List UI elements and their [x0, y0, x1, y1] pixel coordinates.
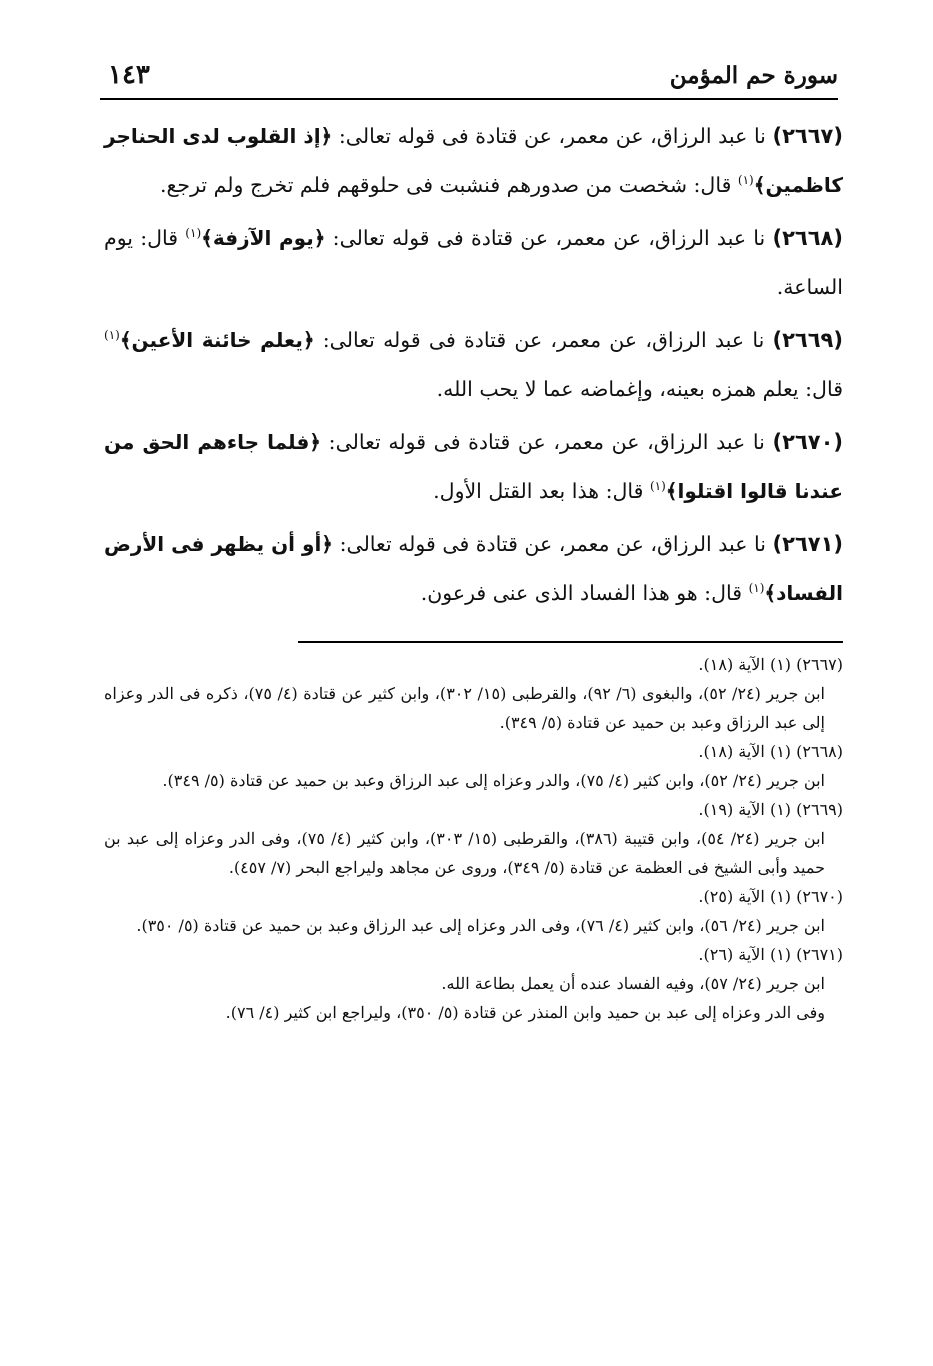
footnote-marker: (١) [649, 479, 666, 494]
footnote-text: ابن جرير (٢٤/ ٥٧)، وفيه الفساد عنده أن يعمل بطاعة الله. [441, 974, 825, 993]
footnote-text: ابن جرير (٢٤/ ٥٢)، والبغوى (٦/ ٩٢)، والقرطبى (١٥/ ٣٠٢)، وابن كثير عن قتادة (٤/ ٧٥)، ذكره فى الدر وعزاه إلى عبد الرزاق وعبد بن حميد عن قتادة (٥/ ٣٤٩). [104, 684, 825, 732]
page-header [100, 58, 838, 100]
entry-chain: نا عبد الرزاق، عن معمر، عن قتادة فى قوله تعالى: [333, 532, 773, 556]
entry-2668 [104, 214, 843, 312]
entry-2667 [104, 112, 843, 210]
entry-chain: نا عبد الرزاق، عن معمر، عن قتادة فى قوله تعالى: [325, 226, 773, 250]
footnote-head: (٢٦٦٩) (١) الآية (١٩). [698, 800, 843, 819]
footnote-body [104, 969, 843, 1027]
entry-verse: ﴿إذ القلوب لدى الحناجر كاظمين﴾ [104, 124, 843, 197]
entry-verse: ﴿فلما جاءهم الحق من عندنا قالوا اقتلوا﴾ [104, 430, 843, 503]
footnote-divider [298, 641, 843, 643]
entry-chain: نا عبد الرزاق، عن معمر، عن قتادة فى قوله تعالى: [314, 328, 773, 352]
entry-verse: ﴿أو أن يظهر فى الأرض الفساد﴾ [104, 532, 843, 605]
footnote-marker: (١) [748, 581, 765, 596]
entry-verse: ﴿يعلم خائنة الأعين﴾ [119, 328, 315, 352]
entry-2670 [104, 418, 843, 516]
page-number: ١٤٣ [108, 60, 150, 90]
footnote-text: ابن جرير (٢٤/ ٥٢)، وابن كثير (٤/ ٧٥)، والدر وعزاه إلى عبد الرزاق وعبد بن حميد عن قتادة (٥/ ٣٤٩). [162, 771, 825, 790]
entry-text: قال: هذا بعد القتل الأول. [433, 479, 650, 503]
entry-2671 [104, 520, 843, 618]
entry-number: (٢٦٦٨) [772, 226, 843, 250]
footnote-body [104, 679, 843, 737]
footnote-text: ابن جرير (٢٤/ ٥٤)، وابن قتيبة (٣٨٦)، والقرطبى (١٥/ ٣٠٣)، وابن كثير (٤/ ٧٥)، وفى الدر وعزاه إلى عبد بن حميد وأبى الشيخ فى العظمة عن قتادة (٥/ ٣٤٩)، وروى عن مجاهد وليراجع البحر (٧/ ٤٥٧). [104, 829, 825, 877]
footnotes [104, 650, 843, 1027]
hadith-entries [104, 112, 843, 622]
entry-2669 [104, 316, 843, 414]
entry-number: (٢٦٦٧) [772, 124, 843, 148]
footnote-head: (٢٦٧١) (١) الآية (٢٦). [698, 945, 843, 964]
entry-text: قال: شخصت من صدورهم فنشبت فى حلوقهم فلم تخرج ولم ترجع. [160, 173, 738, 197]
footnote-head: (٢٦٦٧) (١) الآية (١٨). [698, 655, 843, 674]
entry-chain: نا عبد الرزاق، عن معمر، عن قتادة فى قوله تعالى: [332, 124, 773, 148]
entry-number: (٢٦٧١) [772, 532, 844, 556]
entry-number: (٢٦٦٩) [772, 328, 843, 352]
entry-chain: نا عبد الرزاق، عن معمر، عن قتادة فى قوله تعالى: [321, 430, 773, 454]
entry-number: (٢٦٧٠) [772, 430, 844, 454]
entry-verse: ﴿يوم الآزفة﴾ [201, 226, 326, 250]
footnote-head: (٢٦٦٨) (١) الآية (١٨). [698, 742, 843, 761]
footnote-body [104, 766, 843, 795]
entry-text: قال: يعلم همزه بعينه، وإغماضه عما لا يحب الله. [436, 377, 843, 401]
footnote-head: (٢٦٧٠) (١) الآية (٢٥). [698, 887, 843, 906]
footnote-marker: (١) [185, 226, 202, 241]
footnote-marker: (١) [104, 328, 120, 343]
surah-title: سورة حم المؤمن [669, 62, 838, 89]
footnote-body [104, 911, 843, 940]
entry-text: قال: هو هذا الفساد الذى عنى فرعون. [420, 581, 749, 605]
footnote-text: ابن جرير (٢٤/ ٥٦)، وابن كثير (٤/ ٧٦)، وفى الدر وعزاه إلى عبد الرزاق وعبد بن حميد عن قتادة (٥/ ٣٥٠). [136, 916, 825, 935]
footnote-marker: (١) [737, 173, 754, 188]
footnote-text: وفى الدر وعزاه إلى عبد بن حميد وابن المنذر عن قتادة (٥/ ٣٥٠)، وليراجع ابن كثير (٤/ ٧٦). [225, 1003, 825, 1022]
entry-text: قال: يوم الساعة. [104, 226, 843, 299]
footnote-body [104, 824, 843, 882]
